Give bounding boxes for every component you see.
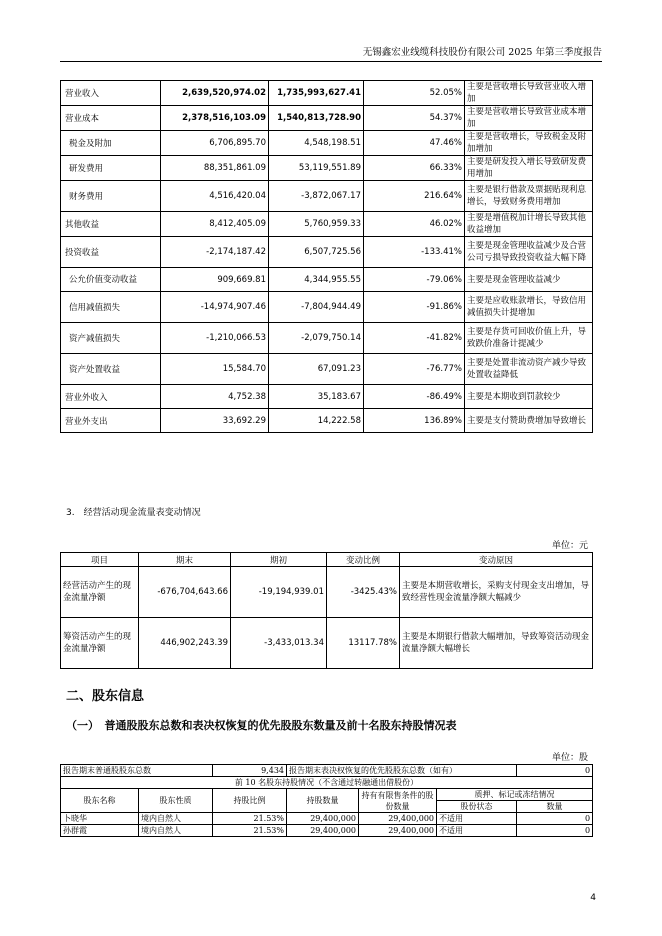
current-value: 4,752.38 xyxy=(161,385,269,409)
col-header-count: 数量 xyxy=(517,801,593,813)
row-label: 营业外收入 xyxy=(61,385,161,409)
reason-text: 主要是银行借款及票据贴现利息增长，导致财务费用增加 xyxy=(465,181,593,212)
change-value: -3425.43% xyxy=(327,567,400,618)
table-row xyxy=(61,268,593,292)
row-label: 资产处置收益 xyxy=(61,354,161,385)
reason-text: 主要是本期银行借款大幅增加，导致筹资活动现金流量净额大幅增长 xyxy=(400,618,593,669)
row-label: 营业外支出 xyxy=(61,409,161,433)
table-row xyxy=(61,323,593,354)
table-row xyxy=(61,567,593,618)
row-label: 其他收益 xyxy=(61,212,161,237)
holder-count: 0 xyxy=(517,825,593,837)
change-value: -86.49% xyxy=(364,385,465,409)
reason-text: 主要是营收增长，导致税金及附加增加 xyxy=(465,131,593,156)
current-value: 6,706,895.70 xyxy=(161,131,269,156)
current-value: -14,974,907.46 xyxy=(161,292,269,323)
table-row xyxy=(61,292,593,323)
change-value: -41.82% xyxy=(364,323,465,354)
reason-text: 主要是处置非流动资产减少导致处置收益降低 xyxy=(465,354,593,385)
unit-label-yuan: 单位：元 xyxy=(551,541,588,551)
row-label: 经营活动产生的现金流量净额 xyxy=(61,567,139,618)
change-value: 136.89% xyxy=(364,409,465,433)
row-label: 资产减值损失 xyxy=(61,323,161,354)
prior-value: -2,079,750.14 xyxy=(269,323,364,354)
table-row xyxy=(61,106,593,131)
total-holders-value: 9,434 xyxy=(213,765,287,777)
change-value: -91.86% xyxy=(364,292,465,323)
current-value: -2,174,187.42 xyxy=(161,237,269,268)
table-row xyxy=(61,409,593,433)
row-label: 投资收益 xyxy=(61,237,161,268)
change-value: 54.37% xyxy=(364,106,465,131)
prior-value: 35,183.67 xyxy=(269,385,364,409)
row-label: 财务费用 xyxy=(61,181,161,212)
change-value: -76.77% xyxy=(364,354,465,385)
col-header-pledge: 质押、标记或冻结情况 xyxy=(437,789,593,801)
col-header-restricted: 持有有限售条件的股份数量 xyxy=(359,789,437,813)
holder-name: 孙群霞 xyxy=(61,825,139,837)
table-row xyxy=(61,81,593,106)
prior-value: -3,872,067.17 xyxy=(269,181,364,212)
col-header-change: 变动比例 xyxy=(327,553,400,567)
reason-text: 主要是营收增长导致营业成本增加 xyxy=(465,106,593,131)
holder-status: 不适用 xyxy=(437,825,517,837)
current-value: 15,584.70 xyxy=(161,354,269,385)
change-value: 52.05% xyxy=(364,81,465,106)
holder-ratio: 21.53% xyxy=(213,825,287,837)
reason-text: 主要是营收增长导致营业收入增加 xyxy=(465,81,593,106)
table-row xyxy=(61,212,593,237)
col-header-reason: 变动原因 xyxy=(400,553,593,567)
holder-qty: 29,400,000 xyxy=(287,825,359,837)
holder-restricted: 29,400,000 xyxy=(359,813,437,825)
prior-value: 67,091.23 xyxy=(269,354,364,385)
holder-restricted: 29,400,000 xyxy=(359,825,437,837)
change-value: -133.41% xyxy=(364,237,465,268)
holder-ratio: 21.53% xyxy=(213,813,287,825)
prior-value: 1,735,993,627.41 xyxy=(269,81,364,106)
top10-title: 前 10 名股东持股情况（不含通过转融通出借股份） xyxy=(61,777,593,789)
prior-value: 6,507,725.56 xyxy=(269,237,364,268)
col-header-name: 股东名称 xyxy=(61,789,139,813)
prior-value: 53,119,551.89 xyxy=(269,156,364,181)
reason-text: 主要是现金管理收益减少及合营公司亏损导致投资收益大幅下降 xyxy=(465,237,593,268)
reason-text: 主要是研发投入增长导致研发费用增加 xyxy=(465,156,593,181)
current-value: 88,351,861.09 xyxy=(161,156,269,181)
reason-text: 主要是本期营收增长，采购支付现金支出增加，导致经营性现金流量净额大幅减少 xyxy=(400,567,593,618)
holder-status: 不适用 xyxy=(437,813,517,825)
prior-value: 4,548,198.51 xyxy=(269,131,364,156)
holder-count: 0 xyxy=(517,813,593,825)
prior-value: 5,760,959.33 xyxy=(269,212,364,237)
current-value: 33,692.29 xyxy=(161,409,269,433)
table-row xyxy=(61,131,593,156)
change-value: -79.06% xyxy=(364,268,465,292)
prior-value: 1,540,813,728.90 xyxy=(269,106,364,131)
prior-value: -7,804,944.49 xyxy=(269,292,364,323)
current-value: 2,378,516,103.09 xyxy=(161,106,269,131)
table-row xyxy=(61,813,593,825)
change-value: 47.46% xyxy=(364,131,465,156)
reason-text: 主要是支付赞助费增加导致增长 xyxy=(465,409,593,433)
table-row xyxy=(61,156,593,181)
section-title-shareholders: 二、股东信息 xyxy=(66,689,145,704)
prior-value: 4,344,955.55 xyxy=(269,268,364,292)
prior-value: 14,222.58 xyxy=(269,409,364,433)
total-holders-label: 报告期末普通股股东总数 xyxy=(61,765,213,777)
unit-label-shares: 单位：股 xyxy=(551,753,588,763)
table-row xyxy=(61,181,593,212)
row-label: 研发费用 xyxy=(61,156,161,181)
end-value: -676,704,643.66 xyxy=(139,567,231,618)
table-row xyxy=(61,825,593,837)
current-value: 909,669.81 xyxy=(161,268,269,292)
col-header-nature: 股东性质 xyxy=(139,789,213,813)
begin-value: -3,433,013.34 xyxy=(231,618,327,669)
pref-holders-value: 0 xyxy=(517,765,593,777)
table-row xyxy=(61,237,593,268)
row-label: 营业成本 xyxy=(61,106,161,131)
row-label: 筹资活动产生的现金流量净额 xyxy=(61,618,139,669)
row-label: 税金及附加 xyxy=(61,131,161,156)
income-change-table xyxy=(60,80,593,433)
col-header-ratio: 持股比例 xyxy=(213,789,287,813)
col-header-qty: 持股数量 xyxy=(287,789,359,813)
page-number: 4 xyxy=(590,893,596,903)
change-value: 66.33% xyxy=(364,156,465,181)
pref-holders-label: 报告期末表决权恢复的优先股股东总数（如有） xyxy=(287,765,517,777)
table-row xyxy=(61,385,593,409)
current-value: 8,412,405.09 xyxy=(161,212,269,237)
subsection-title: （一） 普通股股东总数和表决权恢复的优先股股东数量及前十名股东持股情况表 xyxy=(66,719,457,732)
row-label: 公允价值变动收益 xyxy=(61,268,161,292)
table-row xyxy=(61,618,593,669)
row-label: 信用减值损失 xyxy=(61,292,161,323)
begin-value: -19,194,939.01 xyxy=(231,567,327,618)
table-row xyxy=(61,354,593,385)
end-value: 446,902,243.39 xyxy=(139,618,231,669)
holder-nature: 境内自然人 xyxy=(139,813,213,825)
row-label: 营业收入 xyxy=(61,81,161,106)
holder-name: 卜晓华 xyxy=(61,813,139,825)
reason-text: 主要是增值税加计增长导致其他收益增加 xyxy=(465,212,593,237)
cash-flow-change-table xyxy=(60,552,593,669)
reason-text: 主要是本期收到罚款较少 xyxy=(465,385,593,409)
change-value: 13117.78% xyxy=(327,618,400,669)
reason-text: 主要是存货可回收价值上升，导致跌价准备计提减少 xyxy=(465,323,593,354)
current-value: -1,210,066.53 xyxy=(161,323,269,354)
col-header-status: 股份状态 xyxy=(437,801,517,813)
col-header-item: 项目 xyxy=(61,553,139,567)
section-3-title: 3. 经营活动现金流量表变动情况 xyxy=(66,508,201,518)
reason-text: 主要是现金管理收益减少 xyxy=(465,268,593,292)
holder-nature: 境内自然人 xyxy=(139,825,213,837)
holder-qty: 29,400,000 xyxy=(287,813,359,825)
reason-text: 主要是应收账款增长，导致信用减值损失计提增加 xyxy=(465,292,593,323)
col-header-begin: 期初 xyxy=(231,553,327,567)
page-header: 无锡鑫宏业线缆科技股份有限公司 2025 年第三季度报告 xyxy=(60,44,602,62)
shareholder-table xyxy=(60,764,593,837)
change-value: 216.64% xyxy=(364,181,465,212)
change-value: 46.02% xyxy=(364,212,465,237)
current-value: 4,516,420.04 xyxy=(161,181,269,212)
current-value: 2,639,520,974.02 xyxy=(161,81,269,106)
col-header-end: 期末 xyxy=(139,553,231,567)
